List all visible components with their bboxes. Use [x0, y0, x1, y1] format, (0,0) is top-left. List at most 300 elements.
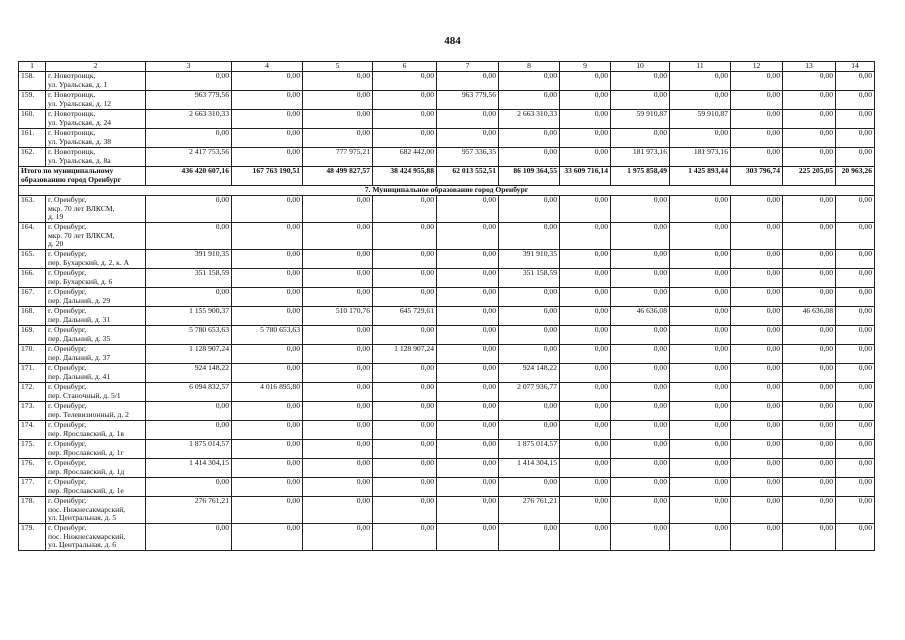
page-number: 484: [444, 35, 461, 47]
column-number: 13: [783, 62, 836, 72]
address-line: пер. Ярославский, д. 1д: [48, 466, 125, 476]
row-value: 0,00: [836, 326, 875, 345]
row-value: 276 761,21: [499, 497, 560, 524]
row-value: 0,00: [232, 421, 303, 440]
section-title: 7. Муниципальное образование город Оренбург: [19, 186, 875, 196]
row-value: 0,00: [303, 72, 373, 91]
row-value: 0,00: [731, 326, 783, 345]
row-value: 0,00: [836, 148, 875, 167]
row-value: 0,00: [232, 440, 303, 459]
row-value: 0,00: [232, 288, 303, 307]
table-row: [19, 364, 875, 383]
row-number: 178.: [19, 497, 46, 524]
table-row: [19, 269, 875, 288]
row-value: 0,00: [146, 72, 232, 91]
row-value: 0,00: [611, 524, 670, 551]
row-address: [46, 110, 146, 129]
row-value: 0,00: [437, 383, 499, 402]
row-value: 0,00: [783, 223, 836, 250]
row-value: 0,00: [670, 196, 731, 223]
row-value: 0,00: [836, 383, 875, 402]
row-value: 0,00: [232, 223, 303, 250]
row-value: 1 875 014,57: [146, 440, 232, 459]
address-line: г. Новотроицк,: [48, 147, 96, 156]
row-value: 963 779,56: [146, 91, 232, 110]
address-line: г. Оренбург,: [48, 268, 87, 277]
column-number: 9: [560, 62, 611, 72]
total-value: 167 763 190,51: [232, 167, 303, 186]
address-line: пер. Ярославский, д. 1в: [48, 428, 124, 438]
row-number: 177.: [19, 478, 46, 497]
row-value: 0,00: [611, 288, 670, 307]
row-value: 0,00: [731, 307, 783, 326]
row-value: 0,00: [670, 402, 731, 421]
address-line: пер. Дальний, д. 41: [48, 371, 111, 381]
row-value: 0,00: [437, 288, 499, 307]
row-value: 0,00: [731, 364, 783, 383]
row-value: 0,00: [560, 421, 611, 440]
row-value: 0,00: [437, 364, 499, 383]
row-value: 0,00: [373, 524, 437, 551]
row-value: 0,00: [670, 250, 731, 269]
address-line: ул. Центральная, д. 6: [48, 540, 117, 550]
row-value: 0,00: [783, 148, 836, 167]
row-value: 0,00: [499, 307, 560, 326]
row-value: 0,00: [499, 524, 560, 551]
row-value: 0,00: [303, 524, 373, 551]
total-value: 86 109 364,55: [499, 167, 560, 186]
address-line: ул. Уральская, д. 12: [48, 98, 112, 108]
row-value: 0,00: [232, 307, 303, 326]
row-value: 0,00: [670, 91, 731, 110]
row-value: 0,00: [303, 269, 373, 288]
row-value: 0,00: [232, 402, 303, 421]
row-value: 0,00: [303, 326, 373, 345]
row-address: [46, 307, 146, 326]
row-value: 2 663 310,33: [499, 110, 560, 129]
row-value: 0,00: [611, 269, 670, 288]
row-value: 0,00: [146, 524, 232, 551]
section-row: [19, 186, 875, 196]
row-value: 0,00: [232, 148, 303, 167]
row-value: 181 973,16: [611, 148, 670, 167]
row-value: 777 975,21: [303, 148, 373, 167]
address-line: г. Оренбург,: [48, 523, 87, 532]
row-value: 391 910,35: [146, 250, 232, 269]
table-row: [19, 402, 875, 421]
row-number: 169.: [19, 326, 46, 345]
row-value: 59 910,87: [670, 110, 731, 129]
row-value: 2 663 310,33: [146, 110, 232, 129]
row-value: 0,00: [836, 288, 875, 307]
row-value: 0,00: [373, 72, 437, 91]
row-value: 46 636,08: [611, 307, 670, 326]
row-value: 0,00: [731, 402, 783, 421]
row-value: 0,00: [783, 478, 836, 497]
row-value: 0,00: [783, 91, 836, 110]
row-address: [46, 459, 146, 478]
row-address: [46, 288, 146, 307]
row-value: 0,00: [731, 345, 783, 364]
address-line: г. Новотроицк,: [48, 109, 96, 118]
row-value: 0,00: [560, 129, 611, 148]
address-line: пер. Дальний, д. 29: [48, 295, 111, 305]
row-address: [46, 72, 146, 91]
row-value: 0,00: [499, 402, 560, 421]
row-value: 0,00: [373, 288, 437, 307]
address-line: Итого по муниципальному: [21, 166, 114, 175]
address-line: ул. Уральская, д. 24: [48, 117, 112, 127]
row-value: 0,00: [783, 440, 836, 459]
column-number: 14: [836, 62, 875, 72]
row-value: 0,00: [611, 326, 670, 345]
row-value: 0,00: [783, 524, 836, 551]
row-value: 963 779,56: [437, 91, 499, 110]
column-number: 6: [373, 62, 437, 72]
row-address: [46, 497, 146, 524]
address-line: г. Оренбург,: [48, 222, 87, 231]
row-value: 0,00: [437, 72, 499, 91]
row-value: 0,00: [731, 269, 783, 288]
row-value: 0,00: [611, 459, 670, 478]
row-value: 0,00: [783, 402, 836, 421]
row-value: 0,00: [836, 250, 875, 269]
total-value: 38 424 955,88: [373, 167, 437, 186]
row-value: 0,00: [303, 497, 373, 524]
row-address: [46, 345, 146, 364]
table-row: [19, 91, 875, 110]
row-value: 0,00: [232, 269, 303, 288]
row-value: 510 170,76: [303, 307, 373, 326]
row-address: [46, 326, 146, 345]
row-value: 2 417 753,56: [146, 148, 232, 167]
data-table: [18, 61, 875, 551]
table-row: [19, 440, 875, 459]
total-value: 20 963,26: [836, 167, 875, 186]
row-number: 173.: [19, 402, 46, 421]
row-value: 0,00: [836, 110, 875, 129]
row-number: 165.: [19, 250, 46, 269]
row-value: 0,00: [731, 478, 783, 497]
row-value: 0,00: [611, 91, 670, 110]
address-line: пер. Ярославский, д. 1г: [48, 447, 124, 457]
row-value: 0,00: [783, 497, 836, 524]
address-line: пер. Станочный, д. 5/1: [48, 390, 121, 400]
row-value: 0,00: [731, 250, 783, 269]
row-value: 1 875 014,57: [499, 440, 560, 459]
row-value: 0,00: [373, 250, 437, 269]
row-value: 391 910,35: [499, 250, 560, 269]
row-value: 0,00: [731, 148, 783, 167]
row-value: 0,00: [437, 345, 499, 364]
row-value: 0,00: [303, 421, 373, 440]
row-value: 0,00: [560, 383, 611, 402]
row-value: 0,00: [373, 196, 437, 223]
column-number: 5: [303, 62, 373, 72]
row-number: 166.: [19, 269, 46, 288]
row-value: 0,00: [783, 326, 836, 345]
address-line: пос. Нижнесакмарский,: [48, 531, 126, 541]
address-line: г. Оренбург,: [48, 344, 87, 353]
row-number: 160.: [19, 110, 46, 129]
row-value: 0,00: [560, 402, 611, 421]
address-line: пер. Дальний, д. 35: [48, 333, 111, 343]
row-value: 0,00: [437, 326, 499, 345]
row-value: 957 336,35: [437, 148, 499, 167]
row-value: 0,00: [783, 345, 836, 364]
address-line: г. Оренбург,: [48, 477, 87, 486]
address-line: пер. Дальний, д. 31: [48, 314, 111, 324]
row-value: 0,00: [232, 250, 303, 269]
row-number: 175.: [19, 440, 46, 459]
row-value: 0,00: [373, 459, 437, 478]
row-value: 0,00: [146, 129, 232, 148]
row-value: 0,00: [373, 91, 437, 110]
address-line: д. 19: [48, 212, 64, 222]
row-value: 181 973,16: [670, 148, 731, 167]
table-row: [19, 383, 875, 402]
row-value: 0,00: [836, 129, 875, 148]
row-value: 0,00: [499, 223, 560, 250]
row-value: 4 016 895,80: [232, 383, 303, 402]
row-value: 0,00: [373, 129, 437, 148]
row-value: 0,00: [232, 364, 303, 383]
row-value: 0,00: [731, 383, 783, 402]
address-line: г. Оренбург,: [48, 287, 87, 296]
row-value: 0,00: [499, 345, 560, 364]
row-value: 0,00: [670, 269, 731, 288]
row-value: 0,00: [731, 129, 783, 148]
address-line: г. Оренбург,: [48, 306, 87, 315]
row-value: 5 780 653,63: [146, 326, 232, 345]
total-value: 303 796,74: [731, 167, 783, 186]
table-row: [19, 524, 875, 551]
address-line: ул. Уральская, д. 1: [48, 79, 108, 89]
row-value: 0,00: [146, 288, 232, 307]
address-line: образованию город Оренбург: [21, 174, 122, 184]
row-value: 0,00: [836, 402, 875, 421]
row-value: 0,00: [611, 250, 670, 269]
address-line: г. Оренбург,: [48, 249, 87, 258]
row-number: 167.: [19, 288, 46, 307]
row-value: 0,00: [437, 459, 499, 478]
total-value: 436 420 607,16: [146, 167, 232, 186]
column-number: 12: [731, 62, 783, 72]
row-value: 0,00: [373, 402, 437, 421]
row-value: 0,00: [783, 364, 836, 383]
row-value: 0,00: [232, 110, 303, 129]
column-number: 8: [499, 62, 560, 72]
row-value: 0,00: [437, 129, 499, 148]
row-value: 0,00: [437, 421, 499, 440]
table-row: [19, 250, 875, 269]
row-value: 0,00: [783, 110, 836, 129]
row-value: 0,00: [303, 364, 373, 383]
row-value: 0,00: [437, 307, 499, 326]
row-value: 0,00: [783, 196, 836, 223]
row-value: 0,00: [836, 72, 875, 91]
row-value: 0,00: [670, 307, 731, 326]
address-line: г. Оренбург,: [48, 382, 87, 391]
row-value: 0,00: [232, 129, 303, 148]
row-value: 0,00: [560, 269, 611, 288]
row-number: 170.: [19, 345, 46, 364]
row-value: 351 158,59: [499, 269, 560, 288]
row-value: 0,00: [560, 148, 611, 167]
row-value: 0,00: [146, 196, 232, 223]
row-value: 1 128 907,24: [146, 345, 232, 364]
row-value: 0,00: [611, 129, 670, 148]
row-value: 0,00: [560, 524, 611, 551]
address-line: д. 20: [48, 239, 64, 249]
row-value: 0,00: [670, 421, 731, 440]
row-value: 0,00: [731, 91, 783, 110]
row-value: 0,00: [611, 223, 670, 250]
row-value: 0,00: [437, 497, 499, 524]
row-value: 645 729,61: [373, 307, 437, 326]
row-value: 0,00: [373, 326, 437, 345]
address-line: г. Оренбург,: [48, 401, 87, 410]
row-value: 0,00: [560, 364, 611, 383]
row-value: 0,00: [560, 72, 611, 91]
row-value: 0,00: [232, 459, 303, 478]
row-value: 0,00: [836, 459, 875, 478]
address-line: г. Новотроицк,: [48, 71, 96, 80]
table-row: [19, 326, 875, 345]
row-value: 0,00: [783, 250, 836, 269]
row-value: 0,00: [373, 269, 437, 288]
total-value: 48 499 827,57: [303, 167, 373, 186]
row-number: 171.: [19, 364, 46, 383]
row-value: 0,00: [783, 288, 836, 307]
row-value: 0,00: [783, 421, 836, 440]
row-value: 0,00: [560, 345, 611, 364]
total-value: 225 205,05: [783, 167, 836, 186]
row-value: 0,00: [146, 421, 232, 440]
row-value: 0,00: [437, 402, 499, 421]
row-number: 163.: [19, 196, 46, 223]
row-value: 0,00: [373, 421, 437, 440]
row-value: 0,00: [836, 421, 875, 440]
column-number: 4: [232, 62, 303, 72]
row-value: 0,00: [836, 497, 875, 524]
row-address: [46, 223, 146, 250]
row-value: 0,00: [560, 196, 611, 223]
row-number: 176.: [19, 459, 46, 478]
row-value: 0,00: [670, 288, 731, 307]
row-value: 0,00: [232, 91, 303, 110]
row-address: [46, 383, 146, 402]
column-number: 3: [146, 62, 232, 72]
address-line: г. Оренбург,: [48, 496, 87, 505]
row-value: 5 780 653,63: [232, 326, 303, 345]
total-value: 33 609 716,14: [560, 167, 611, 186]
row-value: 0,00: [783, 459, 836, 478]
row-value: 0,00: [670, 345, 731, 364]
row-value: 0,00: [303, 250, 373, 269]
row-number: 168.: [19, 307, 46, 326]
row-number: 159.: [19, 91, 46, 110]
row-value: 0,00: [303, 383, 373, 402]
row-value: 0,00: [783, 269, 836, 288]
row-value: 0,00: [783, 383, 836, 402]
row-value: 0,00: [836, 478, 875, 497]
row-address: [46, 402, 146, 421]
row-value: 0,00: [836, 223, 875, 250]
row-value: 0,00: [437, 196, 499, 223]
row-value: 0,00: [670, 524, 731, 551]
address-line: г. Оренбург,: [48, 363, 87, 372]
column-number: 7: [437, 62, 499, 72]
row-value: 0,00: [560, 326, 611, 345]
row-address: [46, 440, 146, 459]
row-value: 0,00: [611, 497, 670, 524]
row-value: 0,00: [836, 269, 875, 288]
row-value: 0,00: [731, 72, 783, 91]
row-value: 0,00: [303, 478, 373, 497]
row-value: 0,00: [731, 421, 783, 440]
row-value: 1 414 304,15: [146, 459, 232, 478]
row-value: 0,00: [611, 383, 670, 402]
table-row: [19, 148, 875, 167]
row-value: 0,00: [731, 110, 783, 129]
address-line: пер. Телевизионный, д. 2: [48, 409, 129, 419]
row-value: 0,00: [303, 288, 373, 307]
address-line: пер. Бухарский, д. 2, к. А: [48, 257, 130, 267]
row-value: 46 636,08: [783, 307, 836, 326]
table-row: [19, 459, 875, 478]
address-line: мкр. 70 лет ВЛКСМ,: [48, 230, 115, 240]
address-line: пер. Бухарский, д. 6: [48, 276, 113, 286]
row-value: 0,00: [836, 524, 875, 551]
row-address: [46, 524, 146, 551]
row-value: 59 910,87: [611, 110, 670, 129]
address-line: пер. Дальний, д. 37: [48, 352, 111, 362]
row-value: 0,00: [499, 91, 560, 110]
row-value: 2 077 936,77: [499, 383, 560, 402]
row-value: 0,00: [437, 524, 499, 551]
row-value: 0,00: [731, 497, 783, 524]
address-line: г. Оренбург,: [48, 325, 87, 334]
row-value: 0,00: [499, 326, 560, 345]
row-value: 276 761,21: [146, 497, 232, 524]
row-value: 0,00: [499, 129, 560, 148]
row-address: [46, 269, 146, 288]
table-row: [19, 129, 875, 148]
row-value: 0,00: [232, 497, 303, 524]
row-value: 924 148,22: [499, 364, 560, 383]
address-line: г. Оренбург,: [48, 195, 87, 204]
row-address: [46, 478, 146, 497]
address-line: ул. Центральная, д. 5: [48, 513, 117, 523]
row-value: 0,00: [836, 345, 875, 364]
row-value: 0,00: [560, 478, 611, 497]
row-address: [46, 196, 146, 223]
row-value: 0,00: [437, 269, 499, 288]
row-value: 1 155 900,37: [146, 307, 232, 326]
column-number: 2: [46, 62, 146, 72]
address-line: г. Новотроицк,: [48, 90, 96, 99]
row-value: 0,00: [373, 364, 437, 383]
row-value: 0,00: [146, 223, 232, 250]
row-value: 0,00: [373, 110, 437, 129]
row-value: 0,00: [611, 345, 670, 364]
row-address: [46, 364, 146, 383]
row-value: 0,00: [670, 364, 731, 383]
row-value: 351 158,59: [146, 269, 232, 288]
table-row: [19, 223, 875, 250]
row-value: 0,00: [303, 129, 373, 148]
